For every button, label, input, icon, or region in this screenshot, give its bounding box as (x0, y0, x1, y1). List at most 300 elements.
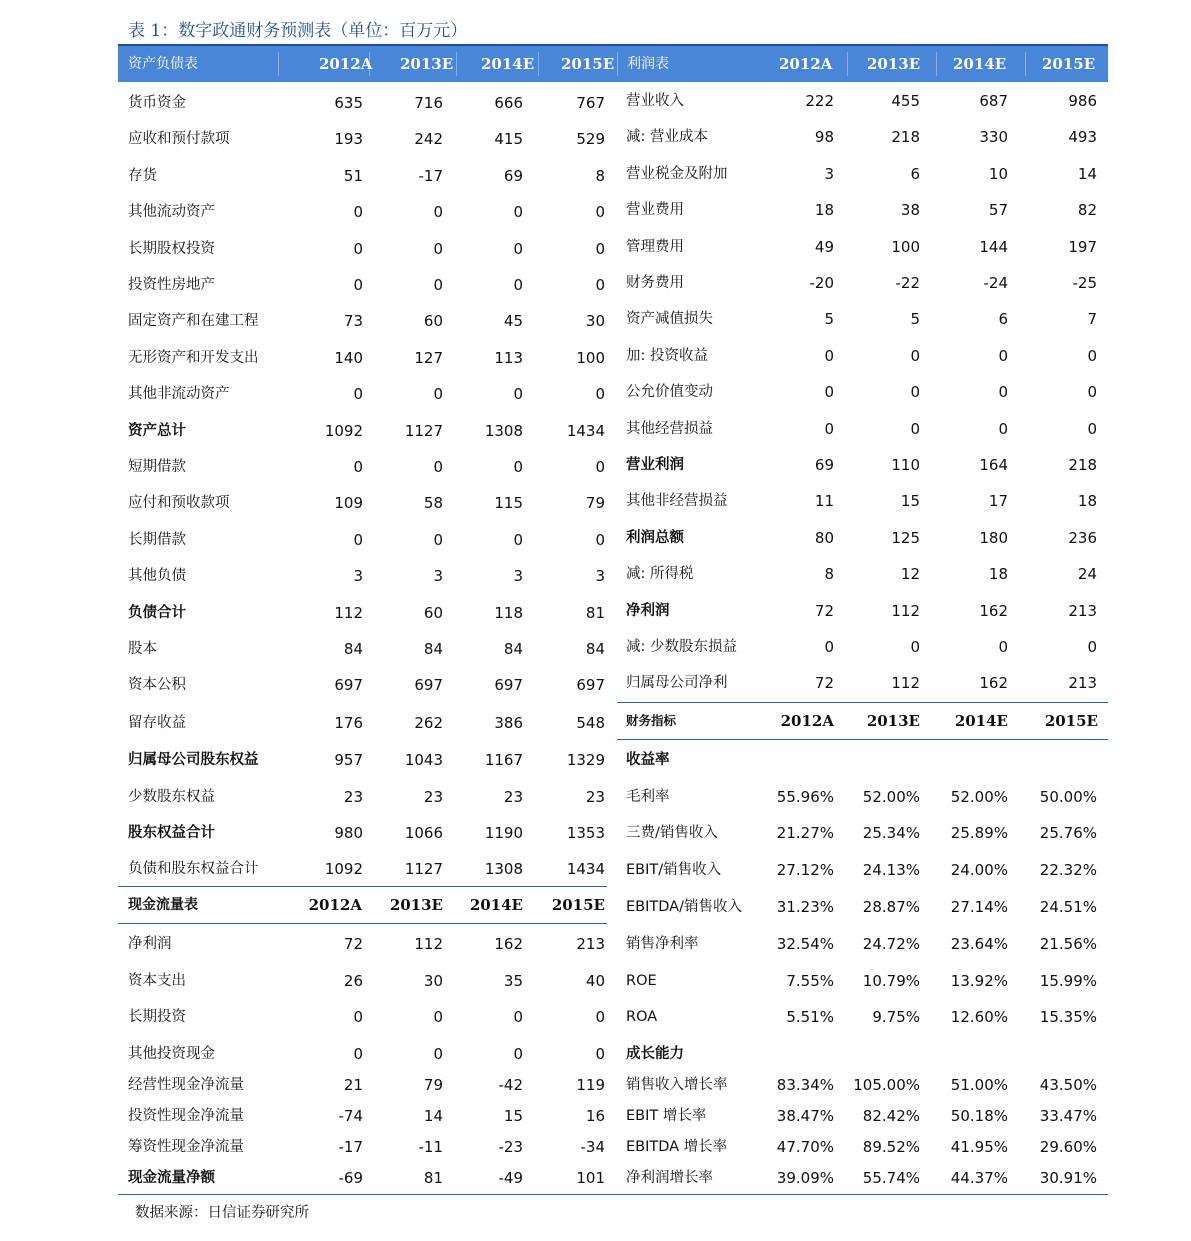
is-row-value: 0 (1087, 419, 1097, 438)
is-year-2: 2013E (867, 55, 921, 73)
is-row-value: 0 (1087, 638, 1097, 656)
bs-row-value: 84 (503, 640, 523, 658)
bs-row-value: 176 (334, 713, 363, 732)
bs-row-value: 118 (494, 603, 523, 622)
bs-row-value: 0 (353, 458, 363, 476)
ratio-row-value: 15.35% (1039, 1008, 1097, 1026)
is-row-label: 财务费用 (626, 275, 684, 291)
cf-row-value: -69 (338, 1169, 363, 1187)
ratio-row (0, 1160, 1191, 1196)
is-row-value: 12 (900, 565, 920, 584)
is-row-value: 0 (1087, 383, 1097, 402)
ratio-row-value: 5.51% (786, 1008, 834, 1026)
is-row-value: 3 (824, 164, 834, 183)
ratio-row (0, 963, 1191, 999)
header-separator (936, 52, 937, 76)
bs-row-value: 23 (585, 787, 605, 806)
is-row (0, 556, 1191, 592)
cash-flow-header: 现金流量表 (128, 897, 198, 913)
is-row-value: 8 (824, 565, 834, 584)
bs-row-value: 386 (494, 713, 523, 732)
is-row-value: 10 (988, 164, 1008, 183)
bs-row-label: 无形资产和开发支出 (128, 349, 259, 366)
ratio-row-value: 51.00% (950, 1076, 1008, 1094)
ratio-row-label: ROE (626, 973, 657, 989)
ratio-row-value: 22.32% (1039, 861, 1097, 879)
bs-row-value: 529 (576, 130, 605, 149)
is-row-value: 110 (891, 456, 920, 474)
is-row (0, 192, 1191, 228)
is-row-label: 营业费用 (626, 202, 684, 219)
ratio-row-label: EBIT/销售收入 (626, 862, 722, 878)
bs-row-value: 0 (433, 203, 443, 222)
header-separator (278, 52, 279, 76)
is-row-value: 98 (814, 128, 834, 147)
bs-row-value: 697 (576, 676, 605, 695)
is-row-value: -25 (1072, 274, 1097, 292)
is-row-value: 0 (824, 346, 834, 365)
cf-row-value: 40 (585, 972, 605, 990)
is-row-value: 80 (814, 528, 834, 547)
cf-row-value: 0 (595, 1045, 605, 1063)
bs-row-value: 23 (503, 787, 523, 806)
is-row-value: 18 (1077, 492, 1097, 511)
bs-row-label: 投资性房地产 (128, 277, 215, 293)
ratios-header-bar (617, 702, 1108, 740)
ratio-row-value: 15.99% (1039, 972, 1097, 990)
table-title: 表 1：数字政通财务预测表（单位：百万元） (128, 21, 468, 41)
header-separator (538, 52, 539, 76)
header-separator (369, 52, 370, 76)
cf-row-value: -23 (498, 1138, 523, 1156)
ratio-row-value: 24.00% (950, 861, 1008, 879)
bs-row-value: 140 (334, 348, 363, 367)
ratio-row-value: 33.47% (1039, 1107, 1097, 1125)
ratio-row-value: 23.64% (950, 935, 1008, 953)
is-row-value: 0 (998, 383, 1008, 402)
bs-year-2: 2013E (400, 55, 454, 73)
bs-row-value: 0 (513, 203, 523, 222)
ratio-row-value: 13.92% (950, 972, 1008, 990)
is-row (0, 411, 1191, 447)
is-row-value: 162 (979, 674, 1008, 693)
cf-row-value: 79 (423, 1076, 443, 1094)
is-row-value: 38 (900, 201, 920, 220)
cf-year-4: 2015E (551, 896, 605, 914)
ratio-row-value: 89.52% (862, 1138, 920, 1156)
ratio-row-value: 39.09% (776, 1169, 834, 1187)
bs-row-value: 697 (334, 676, 363, 695)
bs-row-value: 1329 (566, 751, 605, 770)
is-row-label: 管理费用 (626, 238, 684, 255)
bs-row-label: 负债合计 (128, 604, 186, 621)
is-row-label: 营业税金及附加 (626, 165, 728, 182)
ratio-row-value (1025, 742, 1097, 778)
is-row-label: 其他经营损益 (626, 420, 713, 437)
bs-row-label: 其他非流动资产 (128, 386, 230, 403)
bs-row-label: 应收和预付款项 (128, 131, 230, 148)
cf-row-value: 30 (423, 972, 443, 990)
bs-row-value: 0 (595, 458, 605, 476)
is-row-value: 125 (891, 528, 920, 547)
cf-row-label: 经营性现金净流量 (128, 1077, 244, 1093)
bs-row-value: 0 (353, 203, 363, 222)
is-row-value: 164 (979, 456, 1008, 474)
ratio-row-value: 21.27% (776, 824, 834, 842)
bs-row-value: 3 (513, 567, 523, 586)
cf-row-label: 资本支出 (128, 973, 186, 989)
ratio-row-value: 82.42% (862, 1107, 920, 1125)
bs-row-value: 767 (576, 94, 605, 112)
is-row-label: 减: 少数股东损益 (626, 639, 737, 655)
bs-row-value: 262 (414, 713, 443, 732)
is-row-value: 0 (910, 638, 920, 656)
bs-row-label: 股本 (128, 641, 157, 657)
ratio-row-label: 三费/销售收入 (626, 825, 718, 841)
header-separator (1025, 52, 1026, 76)
bs-row-value: 0 (513, 385, 523, 404)
bs-row-value: 1434 (566, 860, 605, 879)
ratio-row-label: 毛利率 (626, 789, 670, 805)
is-row (0, 629, 1191, 665)
cf-row-value: 0 (353, 1045, 363, 1063)
ratio-row-value: 83.34% (776, 1076, 834, 1094)
bs-row-value: -17 (418, 166, 443, 185)
cf-year-3: 2014E (469, 896, 523, 914)
bs-row-value: 113 (494, 348, 523, 367)
cf-row-value: 16 (585, 1107, 605, 1125)
is-row (0, 665, 1191, 701)
ratio-row-value: 43.50% (1039, 1076, 1097, 1094)
ratio-year-2: 2013E (866, 712, 920, 730)
bs-row-value: 3 (433, 567, 443, 586)
bs-row-value: 1092 (324, 860, 363, 879)
is-row-value: 144 (979, 237, 1008, 256)
bs-row-value: 0 (513, 239, 523, 258)
cf-row-value: -49 (498, 1169, 523, 1187)
ratio-row (0, 999, 1191, 1035)
bs-row-value: 1308 (484, 421, 523, 440)
bs-row-value: 548 (576, 713, 605, 732)
is-row-value: 18 (814, 201, 834, 220)
is-row-value: 218 (891, 128, 920, 147)
ratio-row-value: 55.96% (776, 788, 834, 806)
is-row-value: 6 (998, 310, 1008, 329)
bs-row-value: 60 (423, 603, 443, 622)
cf-row-value: 0 (353, 1008, 363, 1026)
is-row (0, 229, 1191, 265)
bs-row-value: 957 (334, 751, 363, 770)
cf-row-value: 26 (343, 972, 363, 990)
is-row-label: 资产减值损失 (626, 311, 713, 328)
is-year-4: 2015E (1042, 55, 1096, 73)
data-source-note: 数据来源：日信证券研究所 (135, 1205, 309, 1221)
bs-row-value: 1167 (484, 751, 523, 770)
cf-row-value: 0 (595, 1008, 605, 1026)
ratio-row (0, 852, 1191, 888)
bs-row-value: 666 (494, 94, 523, 112)
header-separator (617, 52, 618, 76)
is-row-value: 0 (910, 419, 920, 438)
is-row-label: 营业收入 (626, 93, 684, 109)
cf-year-2: 2013E (389, 896, 443, 914)
cf-row-value: 81 (423, 1169, 443, 1187)
bs-row-label: 应付和预收款项 (128, 495, 230, 512)
is-row (0, 265, 1191, 301)
bs-row-value: 60 (423, 312, 443, 331)
bs-row-value: 697 (494, 676, 523, 695)
bs-row-value: 115 (494, 494, 523, 513)
bs-row-value: 79 (585, 494, 605, 513)
bs-row-value: 0 (353, 530, 363, 549)
ratio-row-value: 105.00% (853, 1076, 920, 1094)
ratio-row-value: 21.56% (1039, 935, 1097, 953)
is-row-value: 24 (1077, 565, 1097, 584)
cf-row-value: 35 (503, 972, 523, 990)
cf-row-label: 净利润 (128, 936, 172, 952)
bs-row-label: 少数股东权益 (128, 788, 215, 805)
is-row-value: 100 (891, 237, 920, 256)
is-row-label: 减: 所得税 (626, 566, 694, 583)
cf-row-value: 112 (414, 935, 443, 953)
is-row-label: 减: 营业成本 (626, 129, 708, 146)
is-row-value: 0 (910, 383, 920, 402)
bs-row-label: 长期股权投资 (128, 240, 215, 257)
ratio-row-value: 25.76% (1039, 824, 1097, 842)
bs-row-value: 112 (334, 603, 363, 622)
ratio-row-value: 30.91% (1039, 1169, 1097, 1187)
is-row-value: 0 (824, 383, 834, 402)
bs-row-value: 0 (353, 385, 363, 404)
is-row-value: 15 (900, 492, 920, 511)
is-row-value: 0 (910, 346, 920, 365)
ratio-row-value: 52.00% (950, 788, 1008, 806)
is-row-label: 加: 投资收益 (626, 347, 708, 364)
is-row-value: 197 (1068, 237, 1097, 256)
bs-row-value: 0 (595, 239, 605, 258)
is-row-value: 330 (979, 128, 1008, 147)
bs-row-value: 51 (343, 166, 363, 185)
ratio-row-value: 27.12% (776, 861, 834, 879)
is-row-value: 69 (814, 456, 834, 474)
cf-row-value: 14 (423, 1107, 443, 1125)
cf-row-label: 现金流量净额 (128, 1170, 215, 1186)
is-row-value: 180 (979, 528, 1008, 547)
ratio-year-1: 2012A (780, 712, 834, 730)
cf-row-value: -42 (498, 1076, 523, 1094)
cf-row-label: 筹资性现金净流量 (128, 1139, 244, 1155)
ratio-row-value: 50.00% (1039, 788, 1097, 806)
is-row-value: 455 (891, 92, 920, 110)
bs-row-label: 短期借款 (128, 459, 186, 475)
is-row-value: -24 (983, 274, 1008, 292)
bs-row-value: 1066 (404, 824, 443, 842)
ratio-row-value: 7.55% (786, 972, 834, 990)
cf-row-value: 0 (513, 1045, 523, 1063)
is-row-label: 其他非经营损益 (626, 493, 728, 510)
is-row (0, 520, 1191, 556)
bs-row-value: 127 (414, 348, 443, 367)
ratio-row-value: 32.54% (776, 935, 834, 953)
ratio-row-value: 12.60% (950, 1008, 1008, 1026)
is-row-value: 687 (979, 92, 1008, 110)
is-row-value: 0 (998, 419, 1008, 438)
is-row-value: 57 (988, 201, 1008, 220)
bs-row-value: 980 (334, 824, 363, 842)
ratio-row-value: 10.79% (862, 972, 920, 990)
is-row-value: 213 (1068, 601, 1097, 620)
cf-row-value: 162 (494, 935, 523, 953)
is-row (0, 156, 1191, 192)
bs-row-value: 30 (585, 312, 605, 331)
cf-row-value: 213 (576, 935, 605, 953)
ratio-row-label: ROA (626, 1009, 658, 1025)
is-row-value: 11 (814, 492, 834, 511)
bs-row-label: 其他负债 (128, 568, 186, 585)
bs-row-label: 货币资金 (128, 95, 186, 111)
is-row-value: -20 (809, 274, 834, 292)
ratio-row-value: 28.87% (862, 898, 920, 916)
bs-row-value: 23 (423, 787, 443, 806)
is-row (0, 483, 1191, 519)
bs-row-value: 1043 (404, 751, 443, 770)
bs-row-value: 45 (503, 312, 523, 331)
bs-row-value: 73 (343, 312, 363, 331)
ratio-row-value: 24.13% (862, 861, 920, 879)
ratio-row-label: 销售收入增长率 (626, 1077, 728, 1093)
ratio-row (0, 815, 1191, 851)
is-row-label: 净利润 (626, 602, 670, 619)
ratio-row-value: 44.37% (950, 1169, 1008, 1187)
bs-row-value: 0 (595, 530, 605, 549)
balance-sheet-header: 资产负债表 (128, 56, 198, 72)
is-row-value: 213 (1068, 674, 1097, 693)
is-row-value: 222 (805, 92, 834, 110)
is-row-value: 82 (1077, 201, 1097, 220)
ratio-year-3: 2014E (954, 712, 1008, 730)
ratio-row-value: 38.47% (776, 1107, 834, 1125)
bs-row-value: 1308 (484, 860, 523, 879)
bs-row-value: 0 (353, 276, 363, 294)
bs-row-label: 资产总计 (128, 422, 186, 439)
is-row-label: 公允价值变动 (626, 384, 713, 401)
bottom-rule (118, 1194, 1108, 1195)
bs-row-value: 0 (513, 276, 523, 294)
bs-row-value: 3 (353, 567, 363, 586)
is-row-value: 5 (910, 310, 920, 329)
ratio-row (0, 779, 1191, 815)
ratio-row (0, 926, 1191, 962)
bs-row-value: 0 (513, 458, 523, 476)
is-row-value: 17 (988, 492, 1008, 511)
ratio-row-value (938, 742, 1008, 778)
is-row-value: 112 (891, 601, 920, 620)
bs-row-value: 1434 (566, 421, 605, 440)
bs-row-value: 0 (513, 530, 523, 549)
bs-row-value: 3 (595, 567, 605, 586)
ratios-header: 财务指标 (626, 713, 677, 728)
is-row-value: 986 (1068, 92, 1097, 110)
bs-row-value: 0 (353, 239, 363, 258)
bs-row-value: 69 (503, 166, 523, 185)
cf-row-value: -34 (580, 1138, 605, 1156)
bs-row-label: 长期借款 (128, 531, 186, 548)
bs-row-label: 归属母公司股东权益 (128, 752, 259, 769)
is-row-value: 162 (979, 601, 1008, 620)
bs-row-label: 固定资产和在建工程 (128, 313, 259, 330)
bs-row-value: 1127 (404, 860, 443, 879)
bs-row-value: 242 (414, 130, 443, 149)
bs-row-value: 23 (343, 787, 363, 806)
ratio-row-label: 销售净利率 (626, 936, 699, 952)
bs-row-value: 1353 (566, 824, 605, 842)
is-row-value: 18 (988, 565, 1008, 584)
bs-row-label: 留存收益 (128, 714, 186, 731)
ratio-row-value: 47.70% (776, 1138, 834, 1156)
ratio-year-4: 2015E (1044, 712, 1098, 730)
bs-row-value: 0 (595, 385, 605, 404)
ratio-row-value: 24.72% (862, 935, 920, 953)
is-row (0, 374, 1191, 410)
bs-year-1: 2012A (319, 55, 373, 73)
ratio-row-value: 52.00% (862, 788, 920, 806)
ratio-row-value: 25.34% (862, 824, 920, 842)
bs-row-label: 存货 (128, 167, 157, 184)
bs-row-value: 0 (433, 276, 443, 294)
ratio-row-label: 收益率 (626, 752, 670, 768)
is-row-value: -22 (895, 274, 920, 292)
cf-row-label: 其他投资现金 (128, 1046, 215, 1062)
is-row-value: 49 (814, 237, 834, 256)
bs-row-label: 股东权益合计 (128, 825, 215, 841)
is-row-value: 493 (1068, 128, 1097, 147)
bs-row-value: 84 (585, 640, 605, 658)
cf-row-value: 0 (433, 1008, 443, 1026)
income-statement-header: 利润表 (627, 56, 669, 72)
bs-row-value: 81 (585, 603, 605, 622)
bs-row-value: 0 (433, 530, 443, 549)
bs-row-value: 109 (334, 494, 363, 513)
ratio-row-label: 成长能力 (626, 1046, 684, 1062)
is-row (0, 119, 1191, 155)
ratio-row-value: 24.51% (1039, 898, 1097, 916)
ratio-row-value: 29.60% (1039, 1138, 1097, 1156)
is-row-label: 利润总额 (626, 529, 684, 546)
is-year-1: 2012A (779, 55, 833, 73)
ratio-row-value (760, 742, 834, 778)
is-row-value: 0 (824, 419, 834, 438)
bs-row-value: 1190 (484, 824, 523, 842)
is-row-value: 0 (824, 638, 834, 656)
bs-row-label: 负债和股东权益合计 (128, 861, 259, 878)
bs-row-value: 1092 (324, 421, 363, 440)
bs-row-value: 84 (343, 640, 363, 658)
bs-row-value: 716 (414, 94, 443, 112)
is-row (0, 447, 1191, 483)
ratio-row-value: 9.75% (872, 1008, 920, 1026)
is-row-value: 72 (814, 674, 834, 693)
cf-year-1: 2012A (308, 896, 362, 914)
cf-row-value: 0 (513, 1008, 523, 1026)
cf-row-value: -11 (418, 1138, 443, 1156)
bs-row-value: 0 (433, 385, 443, 404)
bs-row-value: 0 (595, 203, 605, 222)
header-separator (847, 52, 848, 76)
is-row-value: 218 (1068, 456, 1097, 474)
bs-row-value: 100 (576, 348, 605, 367)
ratio-row-value: 31.23% (776, 898, 834, 916)
is-row-label: 归属母公司净利 (626, 675, 728, 692)
